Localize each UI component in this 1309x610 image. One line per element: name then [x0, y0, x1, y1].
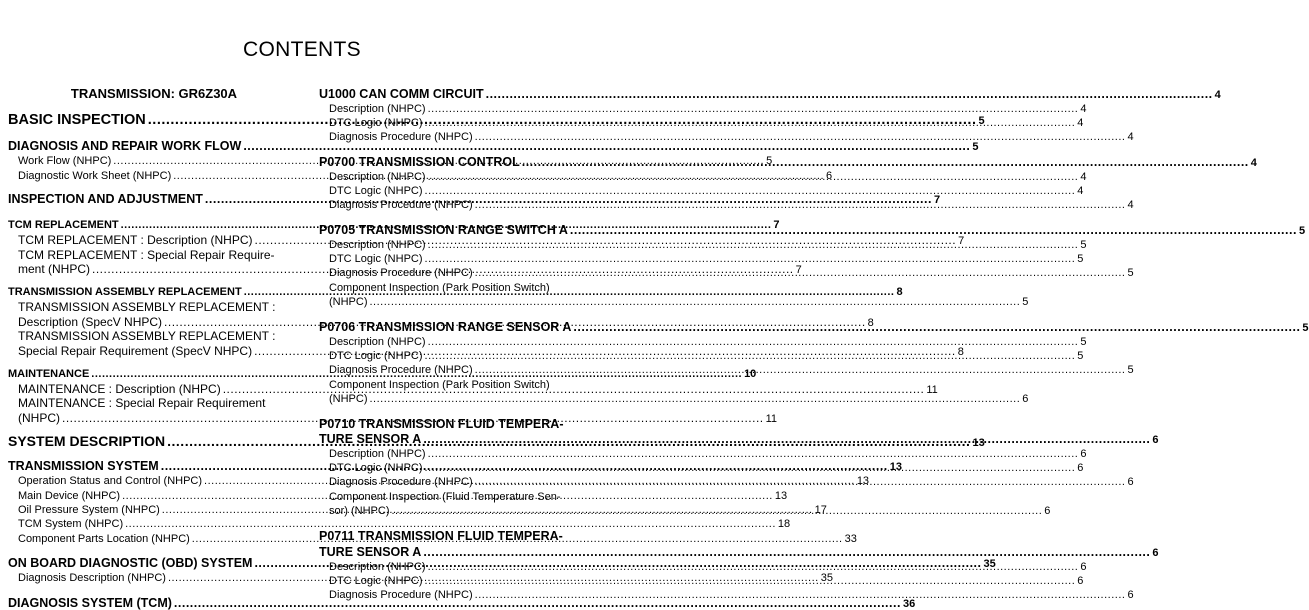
toc-entry[interactable]: (NHPC) ..... 11 — [8, 411, 300, 425]
toc-entry[interactable]: Description (NHPC) ..... 5 — [319, 239, 619, 251]
toc-entry[interactable]: Diagnosis Procedure (NHPC) ..... 4 — [319, 131, 619, 143]
toc-entry-line1[interactable]: P0710 TRANSMISSION FLUID TEMPERA- — [319, 417, 564, 431]
toc-entry[interactable]: Oil Pressure System (NHPC) ..... 17 — [8, 504, 300, 516]
toc-entry[interactable]: Description (NHPC) ..... 4 — [319, 103, 619, 115]
toc-entry[interactable]: BASIC INSPECTION ..... 5 — [8, 112, 300, 128]
toc-entry[interactable]: Diagnosis Description (NHPC) ..... 35 — [8, 572, 300, 584]
toc-entry[interactable]: DIAGNOSIS SYSTEM (TCM) ..... 36 — [8, 596, 300, 610]
toc-entry[interactable]: Description (NHPC) ..... 4 — [319, 171, 619, 183]
toc-entry[interactable]: TCM REPLACEMENT : Description (NHPC) ..... 7 — [8, 233, 300, 247]
toc-entry[interactable]: SYSTEM DESCRIPTION ..... 13 — [8, 433, 300, 449]
toc-entry[interactable]: Description (NHPC) ..... 6 — [319, 448, 619, 460]
toc-entry[interactable]: TURE SENSOR A ..... 6 — [319, 545, 619, 559]
toc-entry[interactable]: DTC Logic (NHPC) ..... 6 — [319, 462, 619, 474]
toc-entry-line1[interactable]: Component Inspection (Fluid Temperature Sen- — [329, 491, 561, 503]
toc-entry[interactable]: P0706 TRANSMISSION RANGE SENSOR A ..... 5 — [319, 320, 619, 334]
toc-entry[interactable]: DTC Logic (NHPC) ..... 4 — [319, 185, 619, 197]
toc-entry[interactable]: Diagnostic Work Sheet (NHPC) ..... 6 — [8, 170, 300, 182]
toc-entry[interactable]: DTC Logic (NHPC) ..... 4 — [319, 117, 619, 129]
page-title: CONTENTS — [243, 38, 361, 61]
toc-entry-line1[interactable]: MAINTENANCE : Special Repair Requirement — [18, 396, 266, 410]
toc-entry[interactable]: ment (NHPC) ..... 7 — [8, 262, 300, 276]
toc-entry-line1[interactable]: Component Inspection (Park Position Switch) — [329, 282, 550, 294]
section-title: TRANSMISSION: GR6Z30A — [70, 86, 238, 101]
toc-entry[interactable]: DTC Logic (NHPC) ..... 6 — [319, 575, 619, 587]
toc-entry[interactable]: (NHPC) ..... 5 — [319, 296, 619, 308]
toc-entry[interactable]: Diagnosis Procedure (NHPC) ..... 6 — [319, 476, 619, 488]
toc-entry[interactable]: DIAGNOSIS AND REPAIR WORK FLOW ..... 5 — [8, 139, 300, 153]
toc-entry-line1[interactable]: TRANSMISSION ASSEMBLY REPLACEMENT : — [18, 329, 276, 343]
toc-entry[interactable]: Special Repair Requirement (SpecV NHPC) ..... 8 — [8, 344, 300, 358]
toc-entry[interactable]: P0700 TRANSMISSION CONTROL ..... 4 — [319, 155, 619, 169]
toc-entry[interactable]: Description (NHPC) ..... 6 — [319, 561, 619, 573]
toc-entry[interactable]: TCM REPLACEMENT ..... 7 — [8, 219, 300, 231]
toc-entry[interactable]: ON BOARD DIAGNOSTIC (OBD) SYSTEM ..... 35 — [8, 556, 300, 570]
toc-entry[interactable]: Description (SpecV NHPC) ..... 8 — [8, 315, 300, 329]
toc-entry-line1[interactable]: P0711 TRANSMISSION FLUID TEMPERA- — [319, 529, 563, 543]
toc-entry[interactable]: MAINTENANCE ..... 10 — [8, 368, 300, 380]
toc-entry[interactable]: MAINTENANCE : Description (NHPC) ..... 11 — [8, 382, 300, 396]
toc-entry[interactable]: Diagnosis Procedure (NHPC) ..... 5 — [319, 267, 619, 279]
toc-entry[interactable]: Diagnosis Procedure (NHPC) ..... 5 — [319, 364, 619, 376]
toc-entry[interactable]: DTC Logic (NHPC) ..... 5 — [319, 350, 619, 362]
toc-entry[interactable]: TURE SENSOR A ..... 6 — [319, 432, 619, 446]
toc-entry[interactable]: Work Flow (NHPC) ..... 5 — [8, 155, 300, 167]
toc-entry[interactable]: Diagnosis Procedure (NHPC) ..... 4 — [319, 199, 619, 211]
toc-entry[interactable]: Main Device (NHPC) ..... 13 — [8, 490, 300, 502]
toc-entry-line1[interactable]: TCM REPLACEMENT : Special Repair Require- — [18, 248, 275, 262]
toc-entry[interactable]: INSPECTION AND ADJUSTMENT ..... 7 — [8, 192, 300, 206]
toc-entry[interactable]: TRANSMISSION ASSEMBLY REPLACEMENT ..... 8 — [8, 286, 300, 298]
toc-entry[interactable]: TCM System (NHPC) ..... 18 — [8, 518, 300, 530]
toc-entry[interactable]: Diagnosis Procedure (NHPC) ..... 6 — [319, 589, 619, 601]
toc-entry[interactable]: Operation Status and Control (NHPC) ..... 13 — [8, 475, 300, 487]
toc-entry[interactable]: DTC Logic (NHPC) ..... 5 — [319, 253, 619, 265]
toc-entry-line1[interactable]: Component Inspection (Park Position Switch) — [329, 379, 550, 391]
toc-entry[interactable]: Description (NHPC) ..... 5 — [319, 336, 619, 348]
toc-entry[interactable]: (NHPC) ..... 6 — [319, 393, 619, 405]
toc-entry[interactable]: Component Parts Location (NHPC) ..... 33 — [8, 533, 300, 545]
toc-entry[interactable]: sor) (NHPC) ..... 6 — [319, 505, 619, 517]
toc-entry-line1[interactable]: TRANSMISSION ASSEMBLY REPLACEMENT : — [18, 300, 276, 314]
toc-entry[interactable]: TRANSMISSION SYSTEM ..... 13 — [8, 459, 300, 473]
toc-entry[interactable]: P0705 TRANSMISSION RANGE SWITCH A ..... 5 — [319, 223, 619, 237]
toc-entry[interactable]: U1000 CAN COMM CIRCUIT ..... 4 — [319, 87, 619, 101]
